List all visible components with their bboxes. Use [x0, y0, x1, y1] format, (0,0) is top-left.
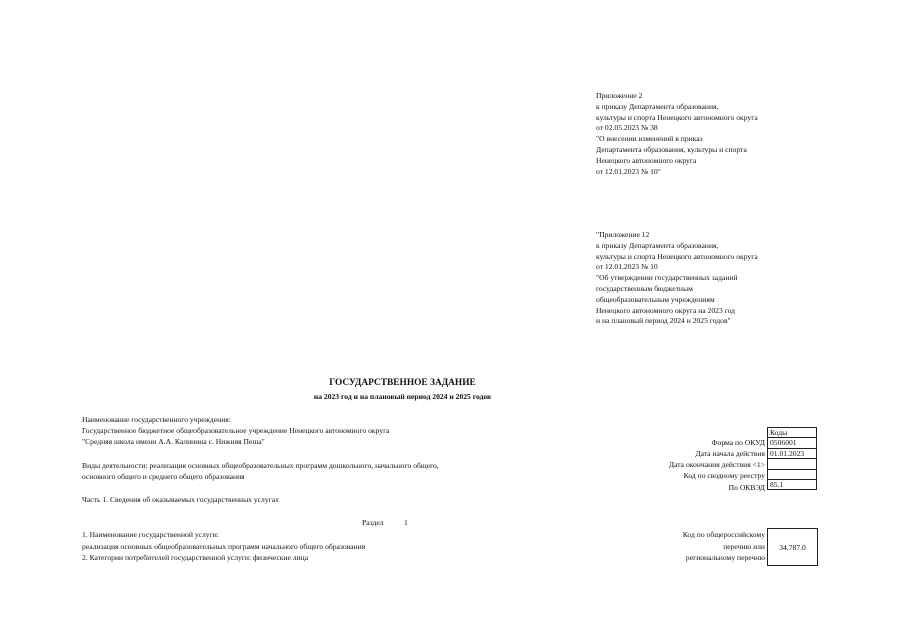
appendix-2-line: Департамента образования, культуры и спорта [596, 144, 747, 154]
registry-label-line3: региональному перечню [685, 553, 765, 562]
registry-code-box [767, 528, 818, 566]
document-subtitle: на 2023 год и на плановый период 2024 и 2025 годов [313, 392, 492, 401]
code-label-okud: Форма по ОКУД [711, 438, 765, 447]
appendix-12-header [596, 230, 758, 327]
appendix-2-line: к приказу Департамента образования, [596, 101, 719, 111]
code-value-okved: 85.1 [768, 480, 817, 490]
appendix-12-line: Ненецкого автономного округа на 2023 год [596, 305, 736, 315]
appendix-2-line: от 02.05.2023 № 38 [596, 123, 658, 133]
registry-code-value: 34.787.0 [779, 542, 806, 552]
section-label: Раздел [362, 518, 384, 527]
service-consumers: 2. Категории потребителей государственной услуги: физические лица [82, 553, 309, 562]
appendix-12-line: и на плановый период 2024 и 2025 годов" [596, 316, 731, 326]
code-value-registry [768, 469, 817, 479]
document-title: ГОСУДАРСТВЕННОЕ ЗАДАНИЕ [329, 378, 476, 388]
appendix-2-header [596, 91, 758, 177]
codes-header: Коды [768, 428, 817, 438]
appendix-12-line: государственным бюджетным [596, 283, 693, 293]
appendix-12-line: общеобразовательным учреждениям [596, 294, 715, 304]
appendix-2-line: от 12.01.2023 № 10" [596, 166, 661, 176]
code-label-end-date: Дата окончания действия <1> [668, 460, 765, 469]
appendix-2-line: "О внесении изменений в приказ [596, 134, 703, 144]
institution-label: Наименование государственного учреждения: [82, 415, 231, 424]
appendix-12-line: "Приложение 12 [596, 230, 650, 239]
code-label-start-date: Дата начала действия [695, 449, 765, 458]
appendix-2-line: культуры и спорта Ненецкого автономного округа [596, 112, 758, 122]
institution-name-line2: "Средняя школа имени А.А. Калинина с. Нижняя Пеша" [82, 437, 265, 446]
appendix-12-line: культуры и спорта Ненецкого автономного округа [596, 251, 758, 261]
appendix-12-line: от 12.01.2023 № 10 [596, 262, 658, 272]
service-name-label: 1. Наименование государственной услуги: [82, 530, 219, 539]
code-label-registry: Код по сводному реестру [683, 471, 765, 480]
codes-table [767, 427, 817, 490]
registry-label-line2: перечню или [723, 542, 765, 551]
institution-name-line1: Государственное бюджетное общеобразовательное учреждение Ненецкого автономного округа [82, 426, 390, 435]
appendix-2-line: Ненецкого автономного округа [596, 155, 697, 165]
activities-line2: основного общего и среднего общего образования [82, 472, 245, 481]
code-label-okved: По ОКВЭД [728, 483, 765, 492]
code-value-end-date [768, 459, 817, 469]
appendix-12-line: "Об утверждении государственных заданий [596, 273, 738, 283]
registry-label-line1: Код по общероссийскому [682, 530, 765, 539]
service-name-value: реализация основных общеобразовательных программ начального общего образования [82, 542, 366, 551]
appendix-2-line: Приложение 2 [596, 91, 643, 100]
code-value-okud: 0506001 [768, 438, 817, 448]
code-value-start-date: 01.01.2023 [768, 448, 817, 458]
section-number: 1 [404, 518, 408, 527]
activities-line1: Виды деятельности: реализация основных общеобразовательных программ дошкольного, начального общего, [82, 461, 439, 470]
appendix-12-line: к приказу Департамента образования, [596, 240, 719, 250]
part-1-heading: Часть 1. Сведения об оказываемых государственных услугах [82, 495, 279, 504]
